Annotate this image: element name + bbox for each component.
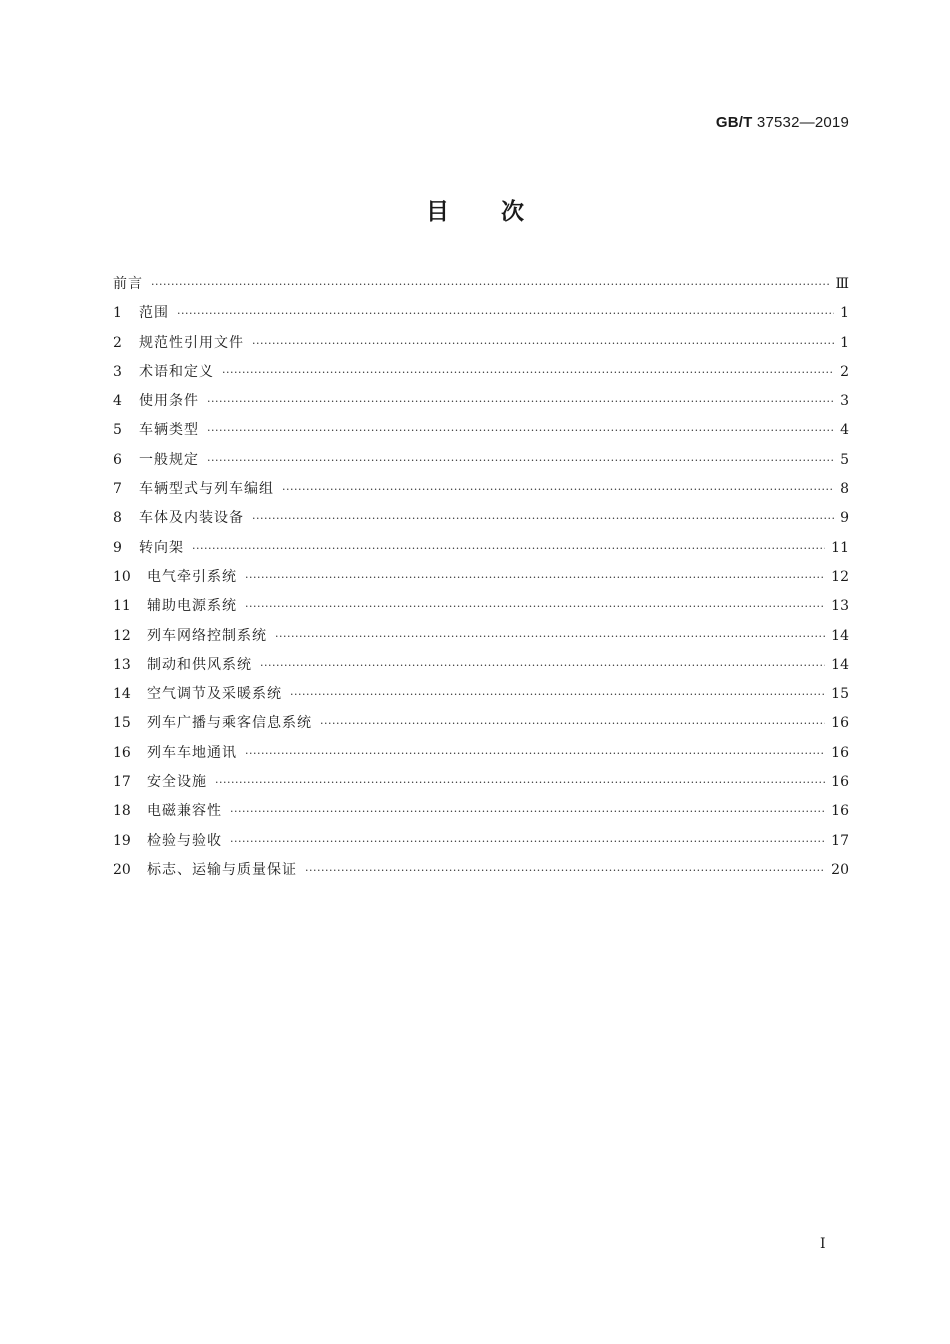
toc-leader-dots <box>260 651 825 680</box>
toc-entry-3[interactable] <box>113 358 849 387</box>
toc-entry-16[interactable] <box>113 739 849 768</box>
toc-entry-number: 20 <box>113 861 131 878</box>
toc-entry-label: 转向架 <box>139 539 184 556</box>
toc-entry-page: 1 <box>840 305 849 322</box>
toc-entry-number: 14 <box>113 686 131 703</box>
toc-entry-number: 1 <box>113 305 122 322</box>
toc-leader-dots <box>305 856 825 885</box>
toc-entry-label: 使用条件 <box>139 393 199 410</box>
toc-entry-label: 车体及内装设备 <box>139 510 244 527</box>
toc-entry-label: 一般规定 <box>139 451 199 468</box>
toc-entry-page: 3 <box>840 393 849 410</box>
toc-entry-10[interactable] <box>113 563 849 592</box>
toc-entry-number: 18 <box>113 803 131 820</box>
toc-leader-dots <box>215 768 825 797</box>
toc-leader-dots <box>192 534 825 563</box>
toc-entry-page: 16 <box>831 803 849 820</box>
toc-leader-dots <box>207 446 834 475</box>
toc-leader-dots <box>207 387 834 416</box>
toc-entry-label: 检验与验收 <box>147 832 222 849</box>
toc-entry-number: 13 <box>113 656 131 673</box>
toc-entry-page: 13 <box>831 598 849 615</box>
toc-entry-page: 16 <box>831 715 849 732</box>
standard-code-number: 37532—2019 <box>752 114 849 131</box>
toc-entry-number: 15 <box>113 715 131 732</box>
toc-entry-page: 16 <box>831 774 849 791</box>
toc-entry-8[interactable] <box>113 504 849 533</box>
toc-entry-page: 17 <box>831 832 849 849</box>
toc-entry-6[interactable] <box>113 446 849 475</box>
toc-entry-7[interactable] <box>113 475 849 504</box>
page-title: 目次 <box>426 199 576 225</box>
toc-entry-number: 10 <box>113 568 131 585</box>
toc-entry-number: 6 <box>113 451 122 468</box>
toc-entry-page: 11 <box>831 539 849 556</box>
toc-entry-page: 1 <box>840 334 849 351</box>
table-of-contents <box>113 270 849 885</box>
standard-code-prefix: GB/T <box>715 114 753 131</box>
toc-entry-number: 2 <box>113 334 122 351</box>
toc-entry-page: 20 <box>831 861 849 878</box>
toc-entry-number: 7 <box>113 481 122 498</box>
toc-leader-dots <box>245 592 825 621</box>
toc-entry-label: 车辆类型 <box>139 422 199 439</box>
toc-leader-dots <box>290 680 825 709</box>
toc-entry-page: 15 <box>831 686 849 703</box>
toc-leader-dots <box>275 622 825 651</box>
toc-entry-label: 安全设施 <box>147 774 207 791</box>
toc-entry-page: 2 <box>840 363 849 380</box>
toc-entry-label: 辅助电源系统 <box>147 598 237 615</box>
toc-entry-4[interactable] <box>113 387 849 416</box>
toc-entry-15[interactable] <box>113 709 849 738</box>
toc-entry-2[interactable] <box>113 329 849 358</box>
toc-entry-number: 4 <box>113 393 122 410</box>
toc-entry-page: Ⅲ <box>835 276 849 292</box>
toc-entry-label: 规范性引用文件 <box>139 334 244 351</box>
toc-entry-19[interactable] <box>113 827 849 856</box>
toc-entry-number: 8 <box>113 510 122 527</box>
toc-entry-number: 12 <box>113 627 131 644</box>
toc-entry-label: 空气调节及采暖系统 <box>147 686 282 703</box>
toc-entry-foreword[interactable] <box>113 270 849 299</box>
toc-entry-label: 范围 <box>139 305 169 322</box>
toc-entry-20[interactable] <box>113 856 849 885</box>
toc-leader-dots <box>151 270 829 299</box>
toc-entry-17[interactable] <box>113 768 849 797</box>
page-number: Ⅰ <box>820 1236 826 1252</box>
toc-entry-11[interactable] <box>113 592 849 621</box>
toc-entry-page: 14 <box>831 627 849 644</box>
toc-entry-13[interactable] <box>113 651 849 680</box>
standard-code <box>716 114 849 131</box>
toc-entry-12[interactable] <box>113 622 849 651</box>
toc-leader-dots <box>230 797 825 826</box>
toc-entry-label: 术语和定义 <box>139 363 214 380</box>
toc-entry-14[interactable] <box>113 680 849 709</box>
toc-entry-label: 前言 <box>113 276 143 292</box>
toc-entry-label: 列车网络控制系统 <box>147 627 267 644</box>
toc-entry-label: 标志、运输与质量保证 <box>147 861 297 878</box>
toc-entry-page: 9 <box>840 510 849 527</box>
toc-leader-dots <box>252 329 834 358</box>
toc-entry-number: 16 <box>113 744 131 761</box>
toc-leader-dots <box>177 299 834 328</box>
toc-entry-label: 电气牵引系统 <box>147 568 237 585</box>
toc-leader-dots <box>252 504 834 533</box>
toc-entry-number: 17 <box>113 774 131 791</box>
toc-entry-18[interactable] <box>113 797 849 826</box>
toc-entry-number: 11 <box>113 598 131 615</box>
toc-entry-page: 16 <box>831 744 849 761</box>
toc-entry-number: 9 <box>113 539 122 556</box>
toc-entry-page: 5 <box>840 451 849 468</box>
toc-entry-page: 12 <box>831 568 849 585</box>
toc-entry-page: 8 <box>840 481 849 498</box>
toc-leader-dots <box>320 709 825 738</box>
toc-leader-dots <box>245 563 825 592</box>
toc-entry-label: 电磁兼容性 <box>147 803 222 820</box>
toc-leader-dots <box>207 416 834 445</box>
toc-entry-label: 车辆型式与列车编组 <box>139 481 274 498</box>
toc-leader-dots <box>245 739 825 768</box>
toc-leader-dots <box>282 475 834 504</box>
toc-entry-number: 3 <box>113 363 122 380</box>
toc-entry-label: 列车广播与乘客信息系统 <box>147 715 312 732</box>
toc-leader-dots <box>230 827 825 856</box>
toc-entry-9[interactable] <box>113 534 849 563</box>
toc-entry-number: 19 <box>113 832 131 849</box>
toc-entry-label: 列车车地通讯 <box>147 744 237 761</box>
toc-entry-label: 制动和供风系统 <box>147 656 252 673</box>
toc-entry-number: 5 <box>113 422 122 439</box>
toc-entry-1[interactable] <box>113 299 849 328</box>
toc-entry-page: 4 <box>840 422 849 439</box>
toc-leader-dots <box>222 358 834 387</box>
toc-entry-page: 14 <box>831 656 849 673</box>
toc-entry-5[interactable] <box>113 416 849 445</box>
